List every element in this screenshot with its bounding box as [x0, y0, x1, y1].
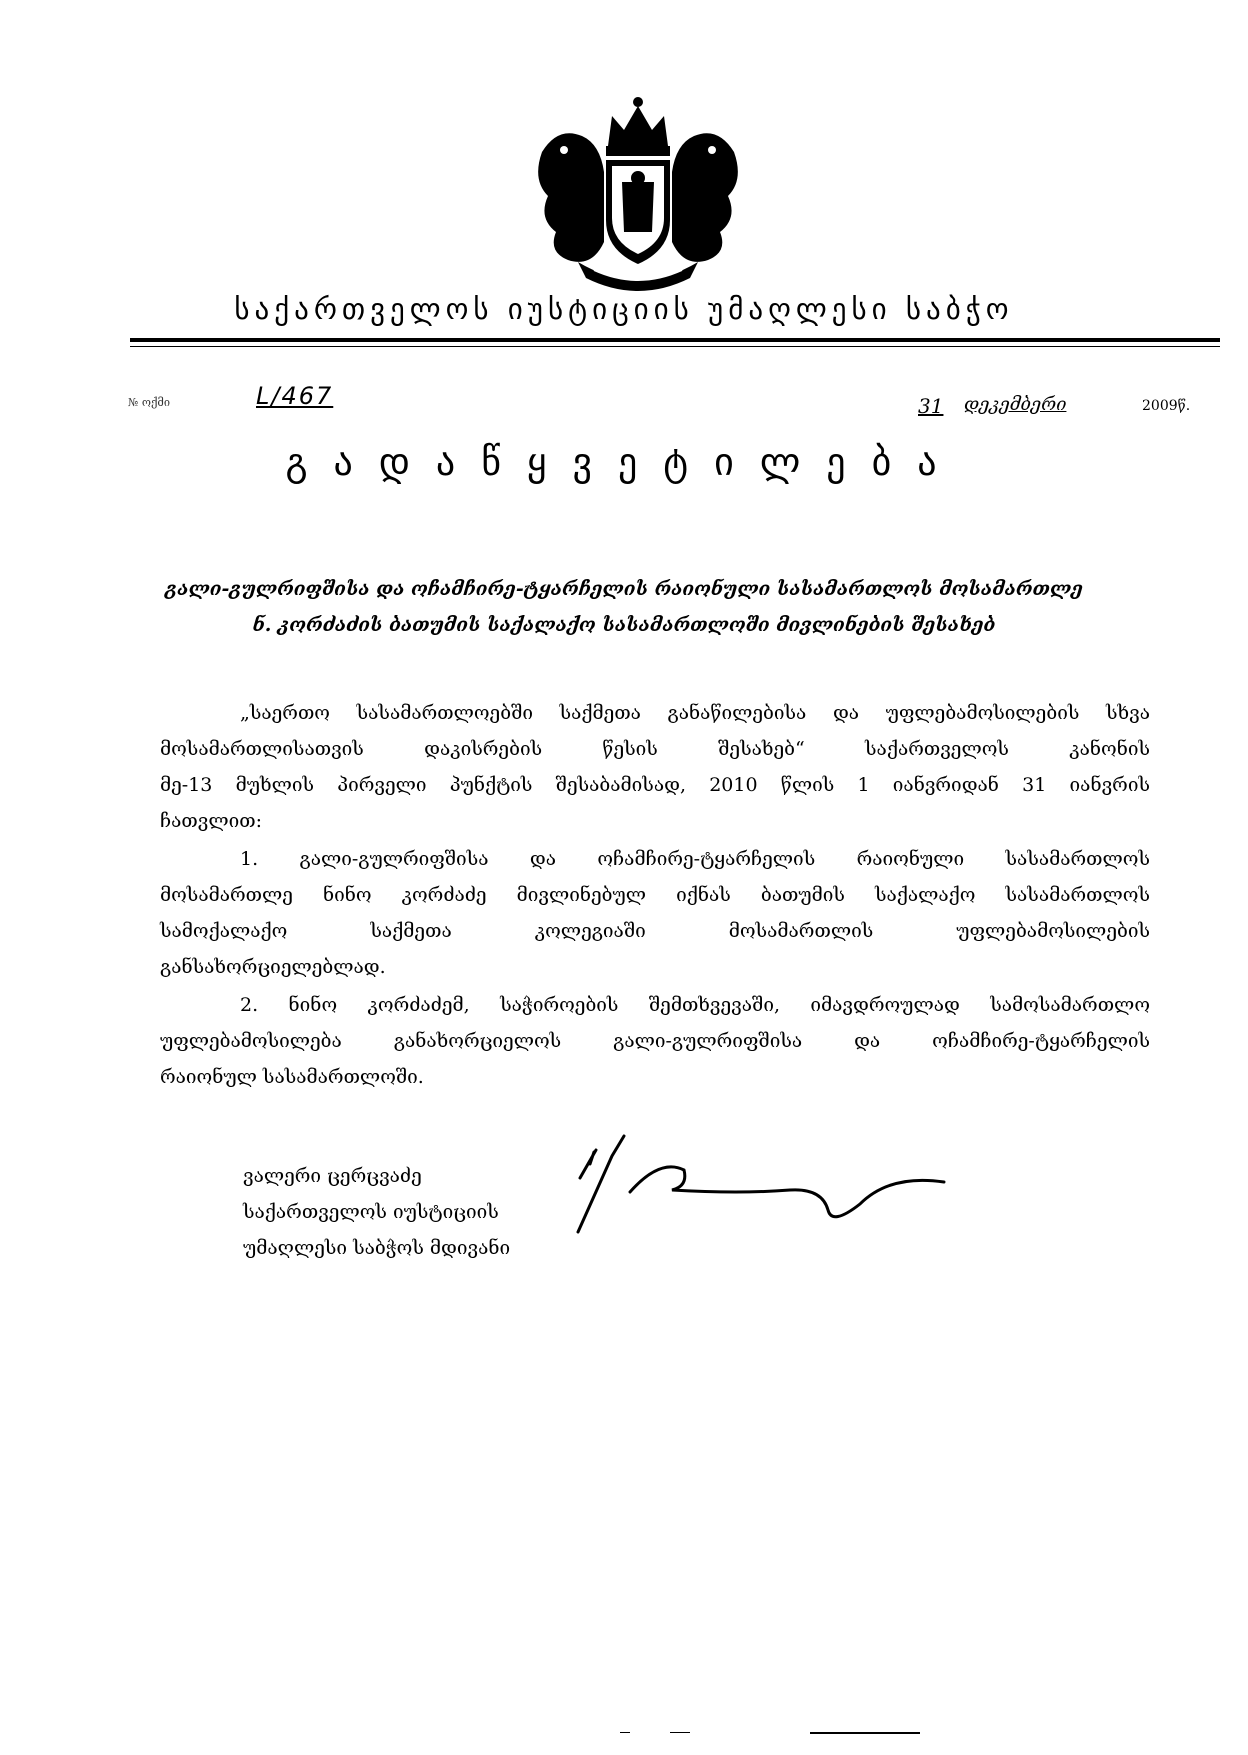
handwritten-signature: [560, 1130, 950, 1240]
subject-line: გალი-გულრიფშისა და ოჩამჩირე-ტყარჩელის რაიონული სასამართლოს მოსამართლე: [165, 578, 1083, 600]
subject-line: ნ. კორძაძის ბათუმის საქალაქო სასამართლოში მივლინების შესახებ: [252, 614, 996, 636]
body-line: უფლებამოსილება განახორციელოს გალი-გულრიფშისა და ოჩამჩირე-ტყარჩელის: [160, 1030, 1150, 1052]
scan-artifact-marks: [620, 1730, 930, 1736]
date-year: 2009წ.: [1142, 398, 1191, 414]
date-month: დეკემბერი: [964, 394, 1067, 415]
signatory-name: ვალერი ცერცვაძე: [243, 1165, 422, 1187]
body-line: სამოქალაქო საქმეთა კოლეგიაში მოსამართლის უფლებამოსილების: [160, 920, 1150, 942]
body-line: ჩათვლით:: [160, 810, 262, 832]
coat-of-arms-emblem: [512, 92, 764, 294]
header-rule-thin: [130, 346, 1220, 347]
date-day: 31: [918, 394, 944, 418]
protocol-number-label: № ოქმი: [128, 396, 171, 409]
body-line: რაიონულ სასამართლოში.: [160, 1066, 424, 1088]
protocol-number-value: L/467: [256, 382, 334, 410]
header-rule-thick: [130, 338, 1220, 342]
body-line: 2. ნინო კორძაძემ, საჭიროების შემთხვევაში, იმავდროულად სამოსამართლო: [240, 994, 1150, 1016]
document-type-title: გადაწყვეტილება: [285, 440, 963, 484]
signatory-block: [243, 1158, 510, 1266]
body-line: განსახორციელებლად.: [160, 956, 386, 978]
body-line: მოსამართლე ნინო კორძაძე მივლინებულ იქნას ბათუმის საქალაქო სასამართლოს: [160, 884, 1150, 906]
signatory-title: საქართველოს იუსტიციის: [243, 1201, 499, 1223]
body-line: „საერთო სასამართლოებში საქმეთა განაწილებისა და უფლებამოსილების სხვა: [240, 702, 1150, 724]
body-line: მე-13 მუხლის პირველი პუნქტის შესაბამისად, 2010 წლის 1 იანვრიდან 31 იანვრის: [160, 774, 1150, 796]
signatory-title: უმაღლესი საბჭოს მდივანი: [243, 1237, 511, 1259]
body-line: 1. გალი-გულრიფშისა და ოჩამჩირე-ტყარჩელის რაიონული სასამართლოს: [240, 848, 1150, 870]
institution-name: საქართველოს იუსტიციის უმაღლესი საბჭო: [234, 292, 1014, 326]
body-line: მოსამართლისათვის დაკისრების წესის შესახებ“ საქართველოს კანონის: [160, 738, 1150, 760]
